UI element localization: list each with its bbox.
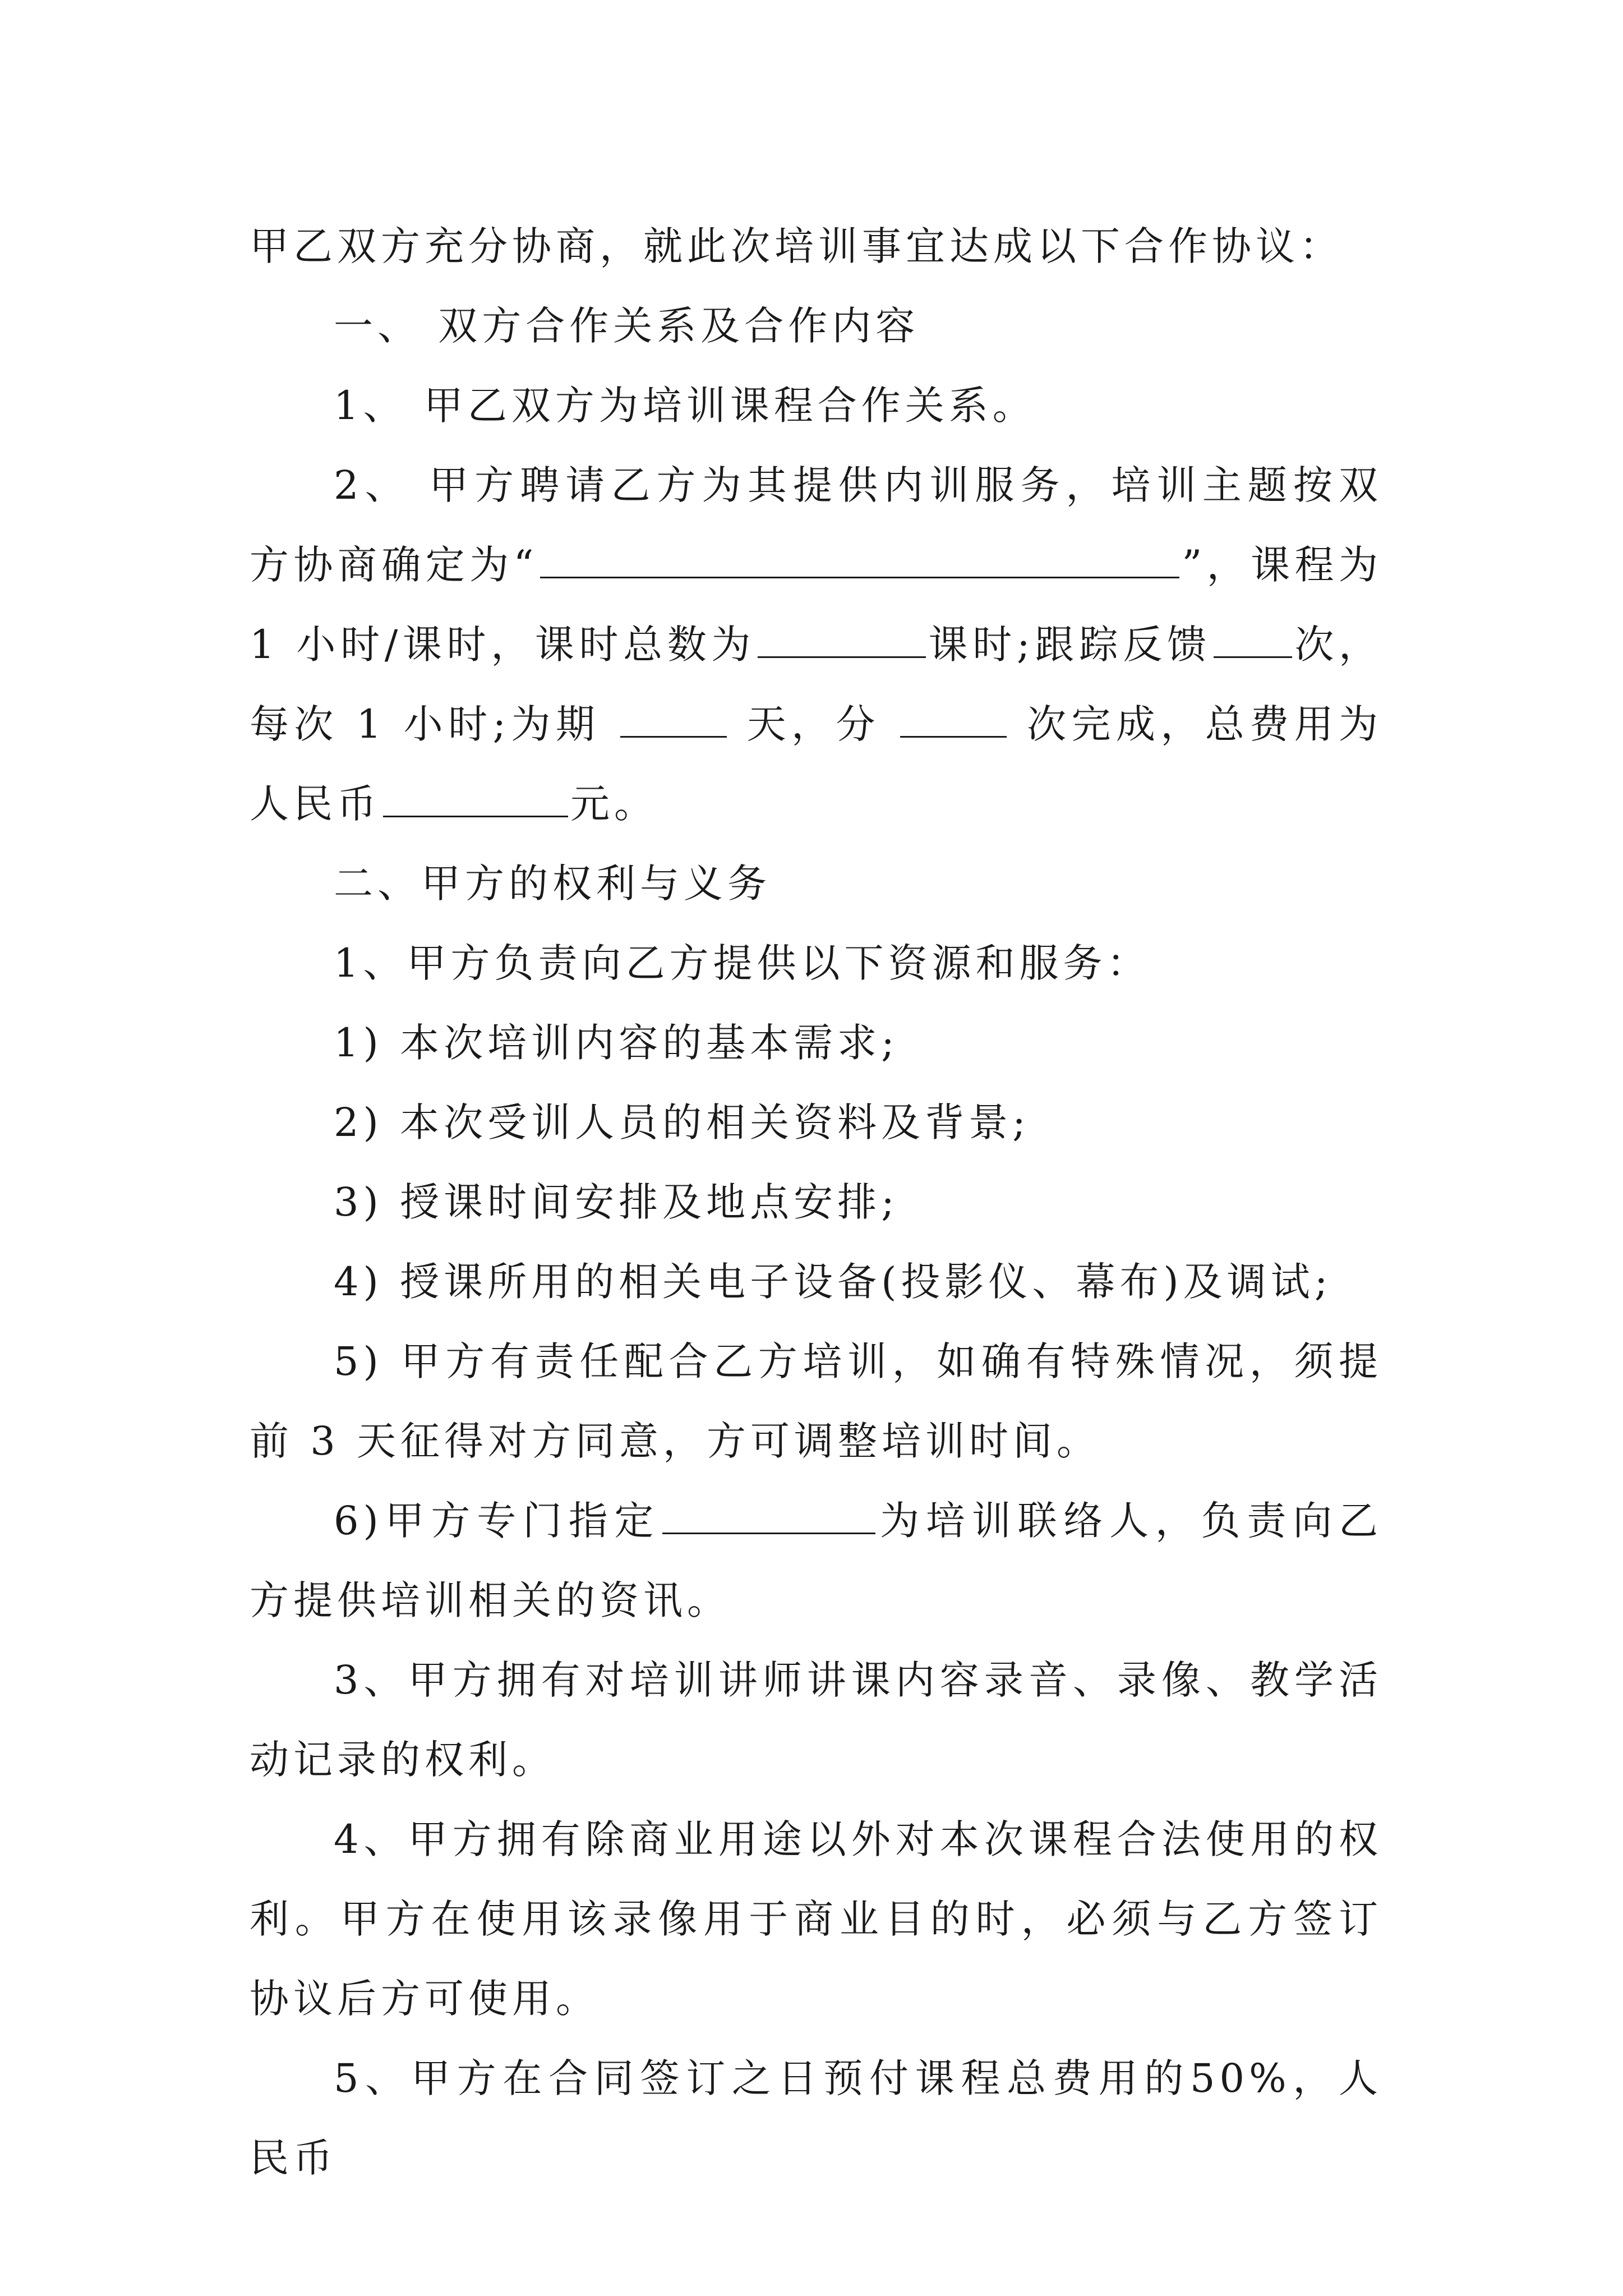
section-2-sub-5: 5) 甲方有责任配合乙方培训，如确有特殊情况，须提前 3 天征得对方同意，方可调整培训时间。 — [250, 1338, 1382, 1464]
section-2-item-4: 4、甲方拥有除商业用途以外对本次课程合法使用的权利。甲方在使用该录像用于商业目的时，必须与乙方签订协议后方可使用。 — [250, 1816, 1382, 2022]
s1-item2-text-7: 元。 — [570, 781, 658, 827]
intro-paragraph: 甲乙双方充分协商，就此次培训事宜达成以下合作协议： — [250, 223, 1343, 269]
contact-person-blank — [662, 1493, 875, 1534]
s1-item2-text-2: ”，课程为 1 小时/课时，课时总数为 — [250, 542, 1382, 668]
s2-sub6-text-2: 为培训联络人，负责向乙方提供培训相关的资讯。 — [250, 1498, 1383, 1623]
duration-days-blank — [620, 697, 727, 738]
section-2-sub-1: 1) 本次培训内容的基本需求; — [334, 1020, 899, 1066]
s1-item2-text-1: 2、 甲方聘请乙方为其提供内训服务，培训主题按双方协商确定为“ — [250, 462, 1382, 588]
sessions-count-blank — [900, 697, 1007, 738]
section-1-heading: 一、 双方合作关系及合作内容 — [334, 303, 920, 349]
section-2-item-5: 5、甲方在合同签订之日预付课程总费用的50%，人民币 — [250, 2055, 1382, 2181]
section-1-item-1: 1、 甲乙双方为培训课程合作关系。 — [334, 383, 1036, 429]
training-topic-blank — [540, 537, 1179, 578]
s1-item2-text-4: 次，每次 1 小时;为期 — [250, 622, 1382, 747]
feedback-count-blank — [1214, 617, 1292, 658]
section-1-item-2 — [250, 445, 1382, 844]
section-2-sub-3: 3) 授课时间安排及地点安排; — [334, 1179, 899, 1225]
s1-item2-text-5: 天，分 — [728, 701, 898, 747]
total-hours-blank — [758, 617, 926, 658]
s1-item2-text-6: 次完成，总费用为人民币 — [250, 701, 1382, 827]
s1-item2-text-3: 课时;跟踪反馈 — [928, 622, 1211, 668]
section-2-sub-4: 4) 授课所用的相关电子设备(投影仪、幕布)及调试; — [334, 1259, 1332, 1305]
total-fee-blank — [383, 776, 568, 817]
s2-sub6-text-1: 6)甲方专门指定 — [334, 1498, 661, 1544]
section-2-item-1: 1、甲方负责向乙方提供以下资源和服务： — [334, 940, 1151, 986]
document-body — [250, 206, 1382, 2198]
section-2-sub-6 — [250, 1481, 1382, 1640]
section-2-sub-2: 2) 本次受训人员的相关资料及背景; — [334, 1099, 1030, 1145]
section-2-item-3: 3、甲方拥有对培训讲师讲课内容录音、录像、教学活动记录的权利。 — [250, 1657, 1382, 1783]
section-2-heading: 二、甲方的权利与义务 — [334, 861, 771, 907]
